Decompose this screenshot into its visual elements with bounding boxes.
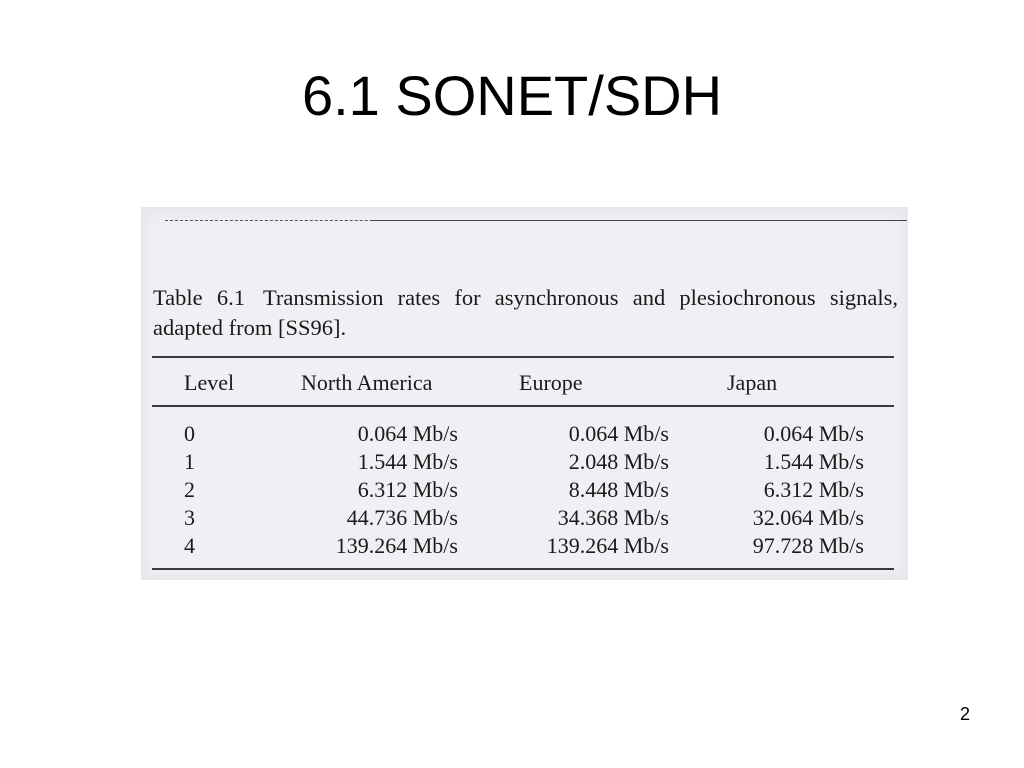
header-japan: Japan	[727, 370, 778, 395]
row-1-level: 1	[184, 449, 195, 474]
row-0-level: 0	[184, 421, 195, 446]
page-number: 2	[959, 704, 970, 724]
row-0-europe: 0.064 Mb/s	[568, 421, 669, 446]
table-bottom-rule	[152, 568, 894, 570]
row-0-north-america: 0.064 Mb/s	[357, 421, 458, 446]
header-level: Level	[184, 370, 235, 395]
row-2-north-america: 6.312 Mb/s	[357, 477, 458, 502]
header-north-america: North America	[301, 370, 433, 395]
row-4-north-america: 139.264 Mb/s	[335, 533, 458, 558]
table-caption	[153, 283, 898, 343]
header-bottom-rule	[152, 405, 894, 407]
row-3-europe: 34.368 Mb/s	[557, 505, 669, 530]
caption-label: Table 6.1	[153, 285, 245, 310]
row-4-japan: 97.728 Mb/s	[752, 533, 864, 558]
row-0-japan: 0.064 Mb/s	[763, 421, 864, 446]
row-4-level: 4	[184, 533, 195, 558]
scanned-table-image	[141, 207, 908, 580]
row-3-level: 3	[184, 505, 195, 530]
row-1-north-america: 1.544 Mb/s	[357, 449, 458, 474]
caption-text: Transmission rates for asynchronous and plesiochronous signals, adapted from [SS96].	[153, 285, 898, 340]
top-rule-solid	[371, 220, 906, 221]
row-4-europe: 139.264 Mb/s	[546, 533, 669, 558]
row-2-level: 2	[184, 477, 195, 502]
slide-title: 6.1 SONET/SDH	[301, 64, 723, 127]
row-3-japan: 32.064 Mb/s	[752, 505, 864, 530]
row-1-japan: 1.544 Mb/s	[763, 449, 864, 474]
header-europe: Europe	[519, 370, 583, 395]
header-top-rule	[152, 356, 894, 358]
row-2-japan: 6.312 Mb/s	[763, 477, 864, 502]
row-1-europe: 2.048 Mb/s	[568, 449, 669, 474]
row-2-europe: 8.448 Mb/s	[568, 477, 669, 502]
row-3-north-america: 44.736 Mb/s	[346, 505, 458, 530]
